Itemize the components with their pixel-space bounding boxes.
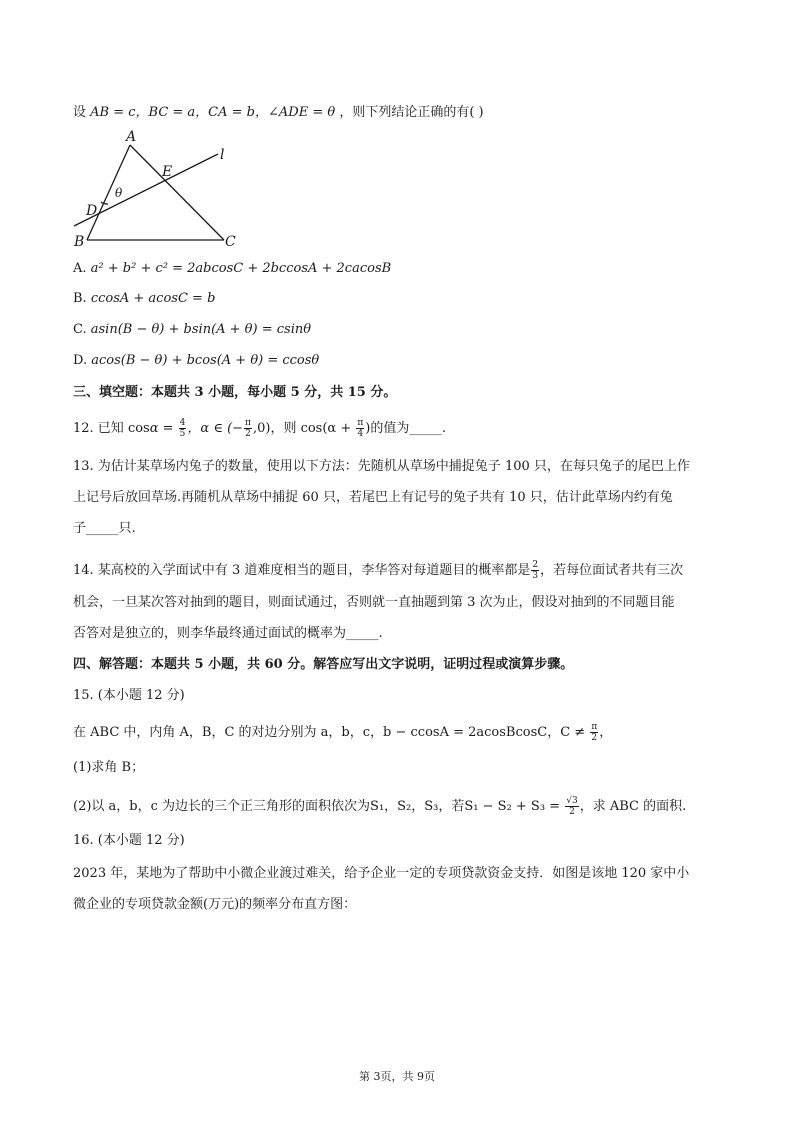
- q12-f3-den: 4: [357, 429, 364, 439]
- q12-eq: =: [158, 421, 178, 436]
- option-d-expr: acos(B − θ) + bcos(A + θ) = ccosθ: [91, 353, 320, 368]
- q16-head: 16. (本小题 12 分): [73, 833, 185, 848]
- label-c: C: [225, 234, 236, 250]
- intro-line: [73, 104, 484, 122]
- q13-line-3: 子_____只.: [73, 521, 136, 536]
- side-ab: [87, 145, 130, 240]
- option-a-label: A.: [73, 261, 91, 276]
- label-a: A: [126, 129, 137, 145]
- q15-stem: [73, 722, 612, 743]
- q13-line-2: 上记号后放回草场.再随机从草场中捕捉 60 只，若尾巴上有记号的兔子共有 10 只，估计此草场内约有兔: [73, 490, 673, 505]
- q15-p2b: ，求 ABC 的面积.: [579, 799, 687, 814]
- q12-alpha: α: [149, 421, 159, 436]
- q12-frac-2: [244, 418, 252, 439]
- triangle-figure: [60, 126, 250, 252]
- label-d: D: [86, 203, 98, 219]
- q14-l1a: 14. 某高校的入学面试中有 3 道难度相当的题目，李华答对每道题目的概率都是: [73, 563, 531, 578]
- q12-f3-num: π: [357, 418, 364, 428]
- q15-f2-den: 2: [569, 807, 575, 817]
- page-footer: 第 3页，共 9页: [359, 1070, 435, 1083]
- q14-frac-num: 2: [532, 560, 539, 570]
- option-b-label: B.: [73, 291, 91, 306]
- q14-frac: [531, 560, 539, 581]
- intro-conditions: AB = c，BC = a，CA = b，∠ADE = θ: [90, 105, 336, 120]
- q15-frac-num: π: [591, 722, 598, 732]
- q12-f2-den: 2: [245, 429, 251, 439]
- option-d: [73, 352, 319, 370]
- q15-frac-2: [565, 796, 578, 817]
- label-b: B: [74, 234, 85, 250]
- section-4-title: 四、解答题：本题共 5 小题，共 60 分。解答应写出文字说明，证明过程或演算步骤。: [73, 657, 574, 672]
- q16-line-1: 2023 年，某地为了帮助中小微企业渡过难关，给予企业一定的专项贷款资金支持．如图是该地 120 家中小: [73, 866, 690, 881]
- intro-prefix: 设: [73, 105, 87, 120]
- option-a: [73, 260, 391, 278]
- option-b: [73, 290, 215, 308]
- q15-f2-num: √3: [566, 796, 578, 806]
- q15-frac: [590, 722, 598, 743]
- question-12: [73, 418, 446, 439]
- option-a-expr: a² + b² + c² = 2abcosC + 2bccosA + 2cacosB: [90, 261, 392, 276]
- q15-part-1: (1)求角 B；: [73, 760, 145, 775]
- q15-head: 15. (本小题 12 分): [73, 688, 185, 703]
- q13-line-1: 13. 为估计某草场内兔子的数量，使用以下方法：先随机从草场中捕捉兔子 100 只，在每只兔子的尾巴上作: [73, 459, 690, 474]
- q15-part-2: [73, 796, 686, 817]
- label-e: E: [162, 164, 173, 180]
- q12-mid1: ，α ∈ (−: [187, 421, 244, 436]
- q15-stem-a: 在 ABC 中，内角 A，B，C 的对边分别为 a，b，c，b − ccosA = 2acosBcosC，C ≠: [73, 725, 590, 740]
- q15-frac-den: 2: [591, 733, 598, 743]
- q12-frac-1: [179, 418, 187, 439]
- q12-end: )的值为_____.: [365, 421, 447, 436]
- label-l: l: [220, 147, 225, 163]
- option-b-expr: ccosA + acosC = b: [90, 291, 216, 306]
- q12-prefix: 12. 已知 cos: [73, 421, 150, 436]
- q12-f1-den: 5: [179, 429, 186, 439]
- q15-stem-b: ，: [599, 725, 613, 740]
- q14-line-1: [73, 560, 683, 581]
- option-c: [73, 321, 311, 339]
- option-c-expr: asin(B − θ) + bsin(A + θ) = csinθ: [90, 322, 312, 337]
- q14-frac-den: 3: [532, 571, 539, 581]
- q16-line-2: 微企业的专项贷款金额(万元)的频率分布直方图：: [73, 897, 357, 912]
- option-d-label: D.: [73, 353, 92, 368]
- option-c-label: C.: [73, 322, 91, 337]
- q12-f1-num: 4: [179, 418, 186, 428]
- q12-f2-num: π: [245, 418, 251, 428]
- label-theta: θ: [115, 186, 123, 200]
- intro-suffix: ，则下列结论正确的有( ): [339, 105, 484, 120]
- q14-l1b: ，若每位面试者共有三次: [540, 563, 684, 578]
- side-ac: [130, 145, 224, 240]
- section-3-title: 三、填空题：本题共 3 小题，每小题 5 分，共 15 分。: [73, 385, 397, 400]
- q14-line-2: 机会，一旦某次答对抽到的题目，则面试通过，否则就一直抽题到第 3 次为止，假设对抽到的不同题目能: [73, 595, 675, 610]
- q12-frac-3: [356, 418, 364, 439]
- q12-mid2: ,0)，则 cos(α +: [252, 421, 356, 436]
- q14-line-3: 否答对是独立的，则李华最终通过面试的概率为_____.: [73, 626, 383, 641]
- q15-p2a: (2)以 a，b，c 为边长的三个正三角形的面积依次为S₁，S₂，S₃，若S₁ − S₂ + S₃ =: [73, 799, 565, 814]
